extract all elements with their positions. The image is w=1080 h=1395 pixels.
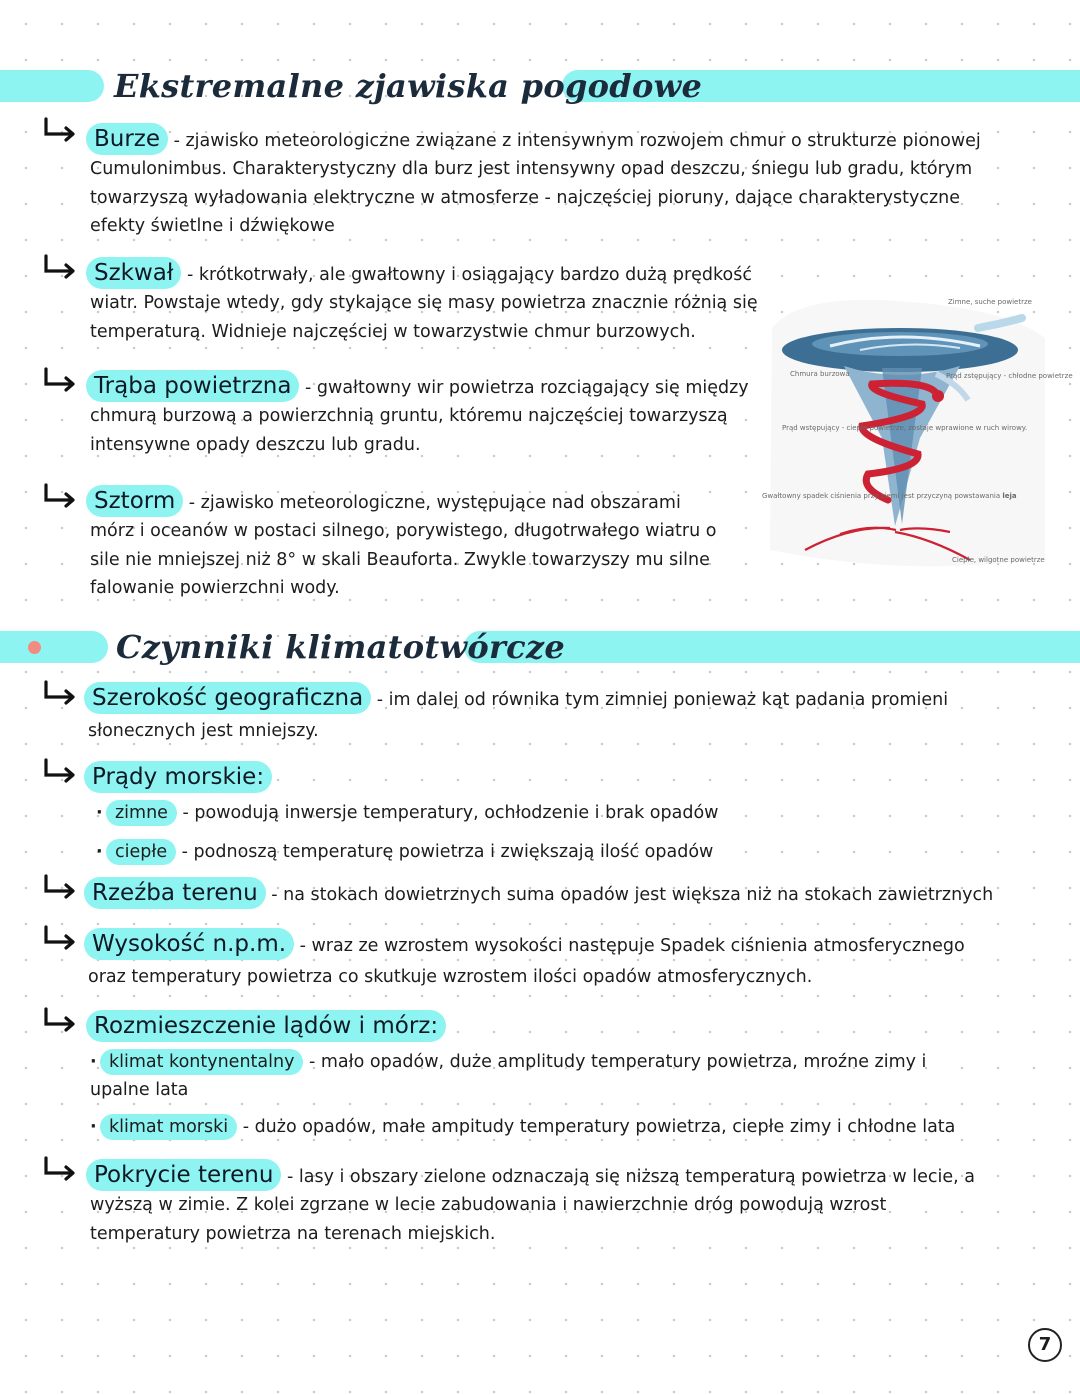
label-storm-cloud: Chmura burzowa (790, 370, 850, 378)
text-zimne: - powodują inwersje temperatury, ochłodzenie i brak opadów (176, 803, 719, 823)
term-traba-powietrzna: Trąba powietrzna (86, 370, 299, 402)
text-burze: - zjawisko meteorologiczne związane z intensywnym rozwojem chmur o strukturze pionowej Cumulonimbus. Charakterystyczny dla burz jest intensywny opad deszczu, śniegu lub gradu, którym towarzyszą wyładowania elektryczne w atmosferze - najczęściej pioruny, dające charakterystyczne efekty świetlne i dźwiękowe (90, 131, 981, 237)
text-wysokosc-npm: - wraz ze wzrostem wysokości następuje Spadek ciśnienia atmosferycznego oraz temperatury powietrza co skutkuje wzrostem ilości opadów atmosferycznych. (88, 936, 965, 987)
term-sztorm: Sztorm (86, 485, 183, 517)
entry-traba-powietrzna (90, 370, 770, 459)
term-rzezba-terenu: Rzeźba terenu (84, 877, 266, 909)
arrow-icon (42, 874, 78, 900)
text-szerokosc-geograficzna: - im dalej od równika tym zimniej ponieważ kąt padania promieni słonecznych jest mniejszy. (88, 690, 949, 741)
label-pressure-drop: Gwałtowny spadek ciśnienia przy ziemi jest przyczyną powstawania leja (762, 492, 1017, 500)
title-band-left (0, 631, 108, 663)
title-band-left (0, 70, 104, 102)
chip-klimat-kontynentalny: klimat kontynentalny (100, 1049, 303, 1075)
text-sztorm: - zjawisko meteorologiczne, występujące nad obszarami mórz i oceanów w postaci silnego, porywistego, długotrwałego wiatru o sile nie mniejszej niż 8° w skali Beauforta. Zwykle towarzyszy mu silne falowanie powierzchni wody. (90, 493, 717, 599)
bullet-dot-icon (28, 641, 41, 654)
term-szkwal: Szkwał (86, 257, 181, 289)
arrow-icon (42, 254, 78, 280)
term-burze: Burze (86, 123, 168, 155)
entry-szkwal (90, 257, 780, 346)
entry-burze (90, 123, 995, 241)
arrow-icon (42, 925, 78, 951)
arrow-icon (42, 1156, 78, 1182)
term-prady-morskie: Prądy morskie: (84, 761, 272, 793)
arrow-icon (42, 367, 78, 393)
section-title-extreme-weather: Ekstremalne zjawiska pogodowe (114, 67, 703, 105)
text-klimat-morski: - dużo opadów, małe ampitudy temperatury powietrza, ciepłe zimy i chłodne lata (237, 1117, 956, 1137)
term-pokrycie-terenu: Pokrycie terenu (86, 1159, 281, 1191)
bullet-klimat-kontynentalny: · klimat kontynentalny - mało opadów, duże amplitudy temperatury powietrza, mroźne zimy i upalne lata (90, 1048, 940, 1104)
term-wysokosc-npm: Wysokość n.p.m. (84, 928, 294, 960)
text-szkwal: - krótkotrwały, ale gwałtowny i osiągający bardzo dużą prędkość wiatr. Powstaje wtedy, gdy stykające się masy powietrza znacznie różnią się temperaturą. Widnieje najczęściej w towarzystwie chmur burzowych. (90, 265, 758, 342)
entry-sztorm (90, 485, 730, 603)
page-number: 7 (1028, 1328, 1062, 1362)
arrow-icon (42, 483, 78, 509)
text-klimat-kontynentalny: - mało opadów, duże amplitudy temperatury powietrza, mroźne zimy i upalne lata (90, 1052, 927, 1100)
text-pokrycie-terenu: - lasy i obszary zielone odznaczają się niższą temperaturą powietrza w lecie, a wyższą w zimie. Z kolei zgrzane w lecie zabudowania i nawierzchnie dróg powodują wzrost temperatury powietrza na terenach miejskich. (90, 1167, 976, 1244)
text-rzezba-terenu: - na stokach dowietrznych suma opadów jest większa niż na stokach zawietrznych (265, 885, 994, 905)
text-traba-powietrzna: - gwałtowny wir powietrza rozciągający się między chmurą burzową a powierzchnią gruntu, któremu najczęściej towarzyszą intensywne opady deszczu lub gradu. (90, 378, 749, 455)
text-cieple: - podnoszą temperaturę powietrza i zwiększają ilość opadów (176, 842, 714, 862)
chip-cieple: ciepłe (106, 839, 176, 865)
entry-rzezba-terenu (88, 877, 1078, 909)
label-downdraft: Prąd zstępujący - chłodne powietrze (946, 372, 1073, 380)
entry-prady-morskie (88, 761, 488, 793)
arrow-icon (42, 680, 78, 706)
label-updraft: Prąd wstępujący - ciepłe powietrze, zostaje wprawione w ruch wirowy. (782, 424, 1028, 432)
entry-wysokosc-npm (88, 928, 988, 993)
section-title-climate-factors: Czynniki klimatotwórcze (116, 628, 566, 666)
tornado-diagram (760, 288, 1073, 578)
bullet-klimat-morski: · klimat morski - dużo opadów, małe ampitudy temperatury powietrza, ciepłe zimy i chłodne lata (90, 1113, 1070, 1141)
entry-pokrycie-terenu (90, 1159, 995, 1248)
term-rozmieszczenie: Rozmieszczenie lądów i mórz: (86, 1010, 446, 1042)
chip-klimat-morski: klimat morski (100, 1114, 237, 1140)
chip-zimne: zimne (106, 800, 177, 826)
entry-szerokosc-geograficzna (88, 682, 988, 747)
arrow-icon (42, 758, 78, 784)
arrow-icon (42, 117, 78, 143)
arrow-icon (42, 1007, 78, 1033)
term-szerokosc-geograficzna: Szerokość geograficzna (84, 682, 371, 714)
label-cold-air: Zimne, suche powietrze (948, 298, 1032, 306)
bullet-zimne: · zimne - powodują inwersje temperatury, ochłodzenie i brak opadów (96, 799, 718, 827)
entry-rozmieszczenie (90, 1010, 590, 1042)
label-warm-air: Ciepłe, wilgotne powietrze (952, 556, 1045, 564)
bullet-cieple: · ciepłe - podnoszą temperaturę powietrza i zwiększają ilość opadów (96, 838, 713, 866)
